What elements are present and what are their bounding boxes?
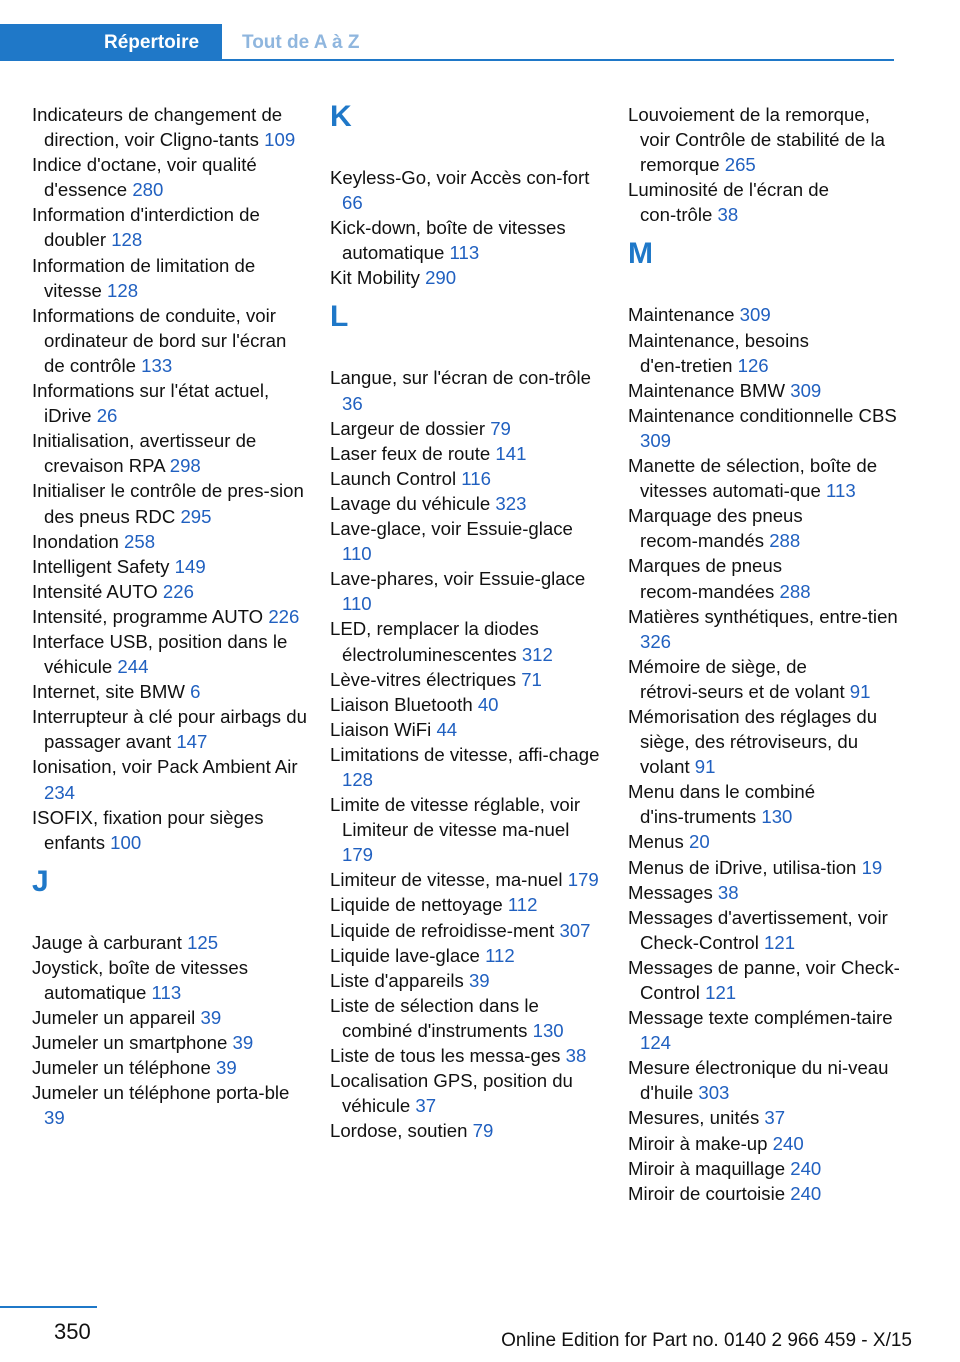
index-entry: [628, 604, 903, 654]
page-link[interactable]: 244: [117, 656, 149, 678]
page-number: 350: [54, 1319, 91, 1344]
index-entry-text: Localisation GPS, position du véhicule: [330, 1070, 573, 1117]
page-link[interactable]: 39: [216, 1057, 237, 1079]
page-link[interactable]: 66: [342, 192, 363, 214]
index-entry-text: Maintenance BMW: [628, 379, 786, 401]
page-link[interactable]: 326: [640, 630, 672, 652]
index-entry: [330, 416, 605, 441]
index-entry: [628, 378, 903, 403]
index-entry: [330, 466, 605, 491]
index-entry-text: Launch Control: [330, 467, 457, 489]
index-entry: [628, 503, 903, 553]
page-link[interactable]: 307: [559, 919, 591, 941]
index-entry-text: Jumeler un smartphone: [32, 1032, 228, 1054]
index-entry-text: Mesures, unités: [628, 1107, 760, 1129]
index-entry: [330, 1043, 605, 1068]
page-link[interactable]: 110: [342, 593, 372, 615]
index-entry-text: Jumeler un téléphone: [32, 1057, 211, 1079]
index-entry: [330, 516, 605, 566]
index-entry: [628, 779, 903, 829]
index-entry-text: ISOFIX, fixation pour sièges enfants: [32, 806, 264, 853]
index-entry: [330, 491, 605, 516]
page-link[interactable]: 128: [342, 768, 374, 790]
index-entry: [628, 1055, 903, 1105]
index-entry-text: Largeur de dossier: [330, 417, 486, 439]
page-link[interactable]: 265: [724, 154, 756, 176]
page-link[interactable]: 288: [769, 530, 801, 552]
index-entry: [628, 453, 903, 503]
index-entry: [330, 215, 605, 265]
index-entry-text: Langue, sur l'écran de con‑trôle: [330, 367, 591, 389]
index-entry-text: Messages d'avertissement, voir Check-Control: [628, 906, 888, 953]
tab-tout-de-a-a-z[interactable]: Tout de A à Z: [222, 24, 894, 61]
page-link[interactable]: 179: [342, 844, 374, 866]
page-link[interactable]: 298: [169, 455, 201, 477]
index-entry: [32, 1055, 307, 1080]
page-link[interactable]: 113: [449, 242, 480, 264]
index-entry-text: Interrupteur à clé pour airbags du passager avant: [32, 706, 307, 753]
index-entry-text: Luminosité de l'écran de con‑trôle: [628, 179, 829, 226]
page-link[interactable]: 79: [472, 1120, 494, 1142]
index-entry-text: Intensité, programme AUTO: [32, 605, 264, 627]
index-entry-text: Liste de tous les messa‑ges: [330, 1045, 561, 1066]
page-link[interactable]: 112: [485, 944, 515, 966]
index-entry: [32, 303, 307, 378]
index-entry: [330, 993, 605, 1043]
page-link[interactable]: 113: [826, 480, 856, 502]
page-link[interactable]: 38: [717, 204, 739, 226]
page-link[interactable]: 26: [96, 405, 118, 427]
index-entry-text: Lavage du véhicule: [330, 492, 491, 514]
page-link[interactable]: 124: [640, 1032, 672, 1054]
page-link[interactable]: 240: [772, 1132, 804, 1154]
index-entry: [628, 654, 903, 704]
index-entry-text: Mémorisation des réglages du siège, des rétroviseurs, du volant: [628, 705, 878, 778]
index-entry: [330, 692, 605, 717]
index-entry: [628, 102, 903, 177]
index-entry-text: Kit Mobility: [330, 267, 420, 289]
index-entry: [628, 328, 903, 378]
page-link[interactable]: 179: [567, 869, 599, 891]
index-entry-text: Laser feux de route: [330, 442, 491, 464]
index-entry-text: Jumeler un téléphone porta‑ble: [32, 1082, 290, 1104]
page-link[interactable]: 309: [640, 429, 672, 451]
page-link[interactable]: 288: [779, 580, 811, 602]
page-link[interactable]: 39: [232, 1032, 254, 1054]
index-entry-text: Messages: [628, 881, 713, 903]
page-link[interactable]: 116: [461, 467, 491, 489]
index-entry: [628, 302, 903, 327]
index-entry: [32, 1030, 307, 1055]
tab-repertoire[interactable]: Répertoire: [0, 24, 222, 61]
page-link[interactable]: 309: [790, 379, 822, 401]
page-link[interactable]: 133: [141, 354, 173, 376]
index-letter-heading: M: [628, 237, 653, 271]
index-column-3: [628, 102, 903, 1206]
index-entry: [330, 792, 605, 867]
page-link[interactable]: 39: [200, 1007, 222, 1029]
index-entry-text: Lève-vitres électriques: [330, 668, 517, 690]
index-entry-text: Messages de panne, voir Check-Control: [628, 956, 900, 1003]
index-entry: [628, 704, 903, 779]
index-entry: [32, 955, 307, 1005]
index-entry: [330, 867, 605, 892]
page-link[interactable]: 37: [415, 1095, 437, 1117]
index-entry: [628, 177, 903, 227]
index-entry: [32, 529, 307, 554]
index-entry: [330, 616, 605, 666]
page-link[interactable]: 20: [688, 831, 710, 853]
edition-footer: Online Edition for Part no. 0140 2 966 459 - X/15: [501, 1330, 912, 1351]
index-entry: [32, 378, 307, 428]
index-entry: [32, 754, 307, 804]
index-entry: [32, 579, 307, 604]
page-link[interactable]: 91: [694, 756, 716, 778]
index-entry-text: Keyless-Go, voir Accès con‑fort: [330, 167, 590, 188]
page-link[interactable]: 309: [739, 304, 771, 326]
index-entry-text: Marquage des pneus recom‑mandés: [628, 505, 803, 552]
index-entry-text: Mesure électronique du ni‑veau d'huile: [628, 1057, 889, 1104]
index-entry-text: Ionisation, voir Pack Ambient Air: [32, 756, 298, 778]
page-link[interactable]: 79: [490, 417, 511, 439]
page-link[interactable]: 44: [436, 718, 458, 740]
index-entry-text: Mémoire de siège, de rétrovi‑seurs et de volant: [628, 655, 845, 702]
index-entry-text: Liaison Bluetooth: [330, 693, 473, 715]
index-entry-text: Liquide lave-glace: [330, 944, 480, 966]
index-entry-text: Liquide de refroidisse‑ment: [330, 919, 555, 941]
page-link[interactable]: 240: [790, 1182, 822, 1204]
page-link[interactable]: 37: [764, 1107, 786, 1129]
index-entry: [330, 365, 605, 415]
index-entry: [32, 428, 307, 478]
page-link[interactable]: 110: [342, 543, 372, 565]
index-entry-text: Inondation: [32, 530, 119, 552]
index-entry-text: Information de limitation de vitesse: [32, 254, 256, 301]
index-entry: [32, 202, 307, 252]
index-entry: [628, 403, 903, 453]
index-entry: [32, 102, 307, 152]
index-entry-text: Joystick, boîte de vitesses automatique: [32, 956, 248, 1003]
index-entry: [32, 253, 307, 303]
index-entry: [32, 704, 307, 754]
index-entry: [330, 918, 605, 943]
page-link[interactable]: 130: [532, 1019, 564, 1041]
index-entry: [330, 1068, 605, 1118]
index-entry-text: Intelligent Safety: [32, 555, 170, 577]
page-link[interactable]: 6: [190, 681, 201, 703]
index-entry-text: Internet, site BMW: [32, 681, 185, 703]
index-entry: [330, 943, 605, 968]
index-column-1: [32, 102, 307, 1131]
index-entry: [32, 478, 307, 528]
index-entry-text: Informations sur l'état actuel, iDrive: [32, 380, 270, 427]
index-entry: [32, 604, 307, 629]
index-entry: [628, 955, 903, 1005]
index-entry-text: Initialiser le contrôle de pres‑sion des pneus RDC: [32, 480, 304, 527]
page-link[interactable]: 100: [110, 831, 142, 853]
page-link[interactable]: 323: [495, 492, 527, 514]
page-link[interactable]: 126: [737, 354, 769, 376]
page-link[interactable]: 128: [107, 279, 139, 301]
index-entry-text: Liaison WiFi: [330, 718, 432, 740]
index-entry: [628, 553, 903, 603]
index-entry-text: Matières synthétiques, entre‑tien: [628, 605, 898, 627]
index-entry-text: Message texte complémen‑taire: [628, 1007, 893, 1029]
index-entry: [628, 905, 903, 955]
tab-bar: [0, 0, 960, 62]
page-link[interactable]: 71: [521, 668, 542, 690]
page-link[interactable]: 147: [176, 731, 208, 753]
index-entry: [330, 265, 605, 290]
index-entry: [32, 1080, 307, 1130]
index-entry-text: Maintenance: [628, 304, 735, 326]
index-column-2: [330, 102, 605, 1143]
index-entry: [32, 554, 307, 579]
page-link[interactable]: 149: [174, 555, 206, 577]
page-link[interactable]: 226: [268, 605, 300, 627]
footer-rule: [0, 1306, 97, 1308]
index-entry-text: Miroir de courtoisie: [628, 1182, 786, 1204]
index-entry: [32, 930, 307, 955]
index-entry-text: Limite de vitesse réglable, voir Limiteur de vitesse ma‑nuel: [330, 794, 581, 841]
index-entry-text: Maintenance, besoins d'en‑tretien: [628, 329, 809, 376]
page-link[interactable]: 113: [151, 982, 182, 1003]
index-entry-text: Marques de pneus recom‑mandées: [628, 555, 783, 602]
index-entry-text: Lave-glace, voir Essuie‑glace: [330, 518, 573, 540]
index-entry: [330, 892, 605, 917]
index-entry-text: Informations de conduite, voir ordinateur de bord sur l'écran de contrôle: [32, 304, 287, 376]
index-entry-text: Indicateurs de changement de direction, voir Cligno‑tants: [32, 104, 283, 151]
page-link[interactable]: 38: [717, 881, 739, 903]
index-entry: [330, 968, 605, 993]
index-entry-text: Lordose, soutien: [330, 1120, 468, 1142]
index-entry: [32, 679, 307, 704]
index-entry: [330, 717, 605, 742]
page-link[interactable]: 39: [468, 969, 490, 991]
page-link[interactable]: 121: [764, 931, 796, 953]
index-entry-text: Information d'interdiction de doubler: [32, 204, 260, 251]
index-entry: [330, 566, 605, 616]
index-entry-text: Kick-down, boîte de vitesses automatique: [330, 217, 566, 264]
page-link[interactable]: 125: [187, 931, 219, 953]
index-entry: [628, 1131, 903, 1156]
page-link[interactable]: 141: [495, 442, 527, 464]
index-entry-text: Limiteur de vitesse, ma‑nuel: [330, 869, 563, 891]
index-entry-text: Interface USB, position dans le véhicule: [32, 630, 288, 678]
page-link[interactable]: 258: [124, 530, 156, 552]
index-entry: [628, 1005, 903, 1055]
index-entry: [628, 880, 903, 905]
index-entry: [628, 855, 903, 880]
page-link[interactable]: 91: [849, 680, 871, 702]
index-entry-text: Jauge à carburant: [32, 931, 182, 953]
page-link[interactable]: 280: [132, 179, 164, 201]
index-entry: [628, 1181, 903, 1206]
page-link[interactable]: 303: [698, 1082, 730, 1104]
index-entry-text: Limitations de vitesse, affi‑chage: [330, 743, 600, 765]
page-link[interactable]: 128: [111, 229, 143, 251]
page-link[interactable]: 121: [705, 982, 737, 1003]
index-entry-text: Manette de sélection, boîte de vitesses automati‑que: [628, 455, 878, 502]
index-entry: [32, 1005, 307, 1030]
index-entry: [330, 1118, 605, 1143]
index-entry-text: Indice d'octane, voir qualité d'essence: [32, 154, 257, 201]
page-link[interactable]: 112: [507, 894, 538, 916]
index-entry: [628, 1156, 903, 1181]
index-letter-heading: J: [32, 864, 49, 898]
index-entry: [330, 742, 605, 792]
page-link[interactable]: 312: [521, 643, 553, 665]
index-entry: [32, 805, 307, 855]
index-entry-text: Initialisation, avertisseur de crevaison RPA: [32, 430, 257, 477]
page-link[interactable]: 38: [565, 1045, 587, 1066]
index-entry: [330, 667, 605, 692]
page-link[interactable]: 226: [162, 580, 194, 602]
index-entry: [330, 165, 605, 215]
index-entry-text: Liste de sélection dans le combiné d'instruments: [330, 994, 539, 1041]
page-link[interactable]: 240: [790, 1157, 822, 1179]
index-entry: [32, 152, 307, 202]
index-letter-heading: L: [330, 300, 349, 334]
index-entry-text: LED, remplacer la diodes électroluminescentes: [330, 618, 539, 665]
index-entry-text: Liste d'appareils: [330, 969, 464, 991]
index-entry: [628, 1105, 903, 1130]
page-link[interactable]: 234: [44, 781, 76, 803]
page-link[interactable]: 19: [861, 856, 883, 878]
index-entry: [330, 441, 605, 466]
index-entry-text: Menu dans le combiné d'ins‑truments: [628, 781, 816, 828]
page-link[interactable]: 40: [477, 693, 499, 715]
index-entry-text: Maintenance conditionnelle CBS: [628, 404, 897, 426]
page-link[interactable]: 290: [425, 267, 457, 289]
index-letter-heading: K: [330, 100, 352, 133]
page-link[interactable]: 130: [761, 806, 793, 828]
index-entry-text: Liquide de nettoyage: [330, 894, 503, 916]
index-entry-text: Menus de iDrive, utilisa‑tion: [628, 856, 857, 878]
index-entry-text: Miroir à maquillage: [628, 1157, 786, 1179]
index-entry-text: Lave-phares, voir Essuie‑glace: [330, 568, 586, 590]
index-entry: [628, 829, 903, 854]
index-entry-text: Intensité AUTO: [32, 580, 158, 602]
index-entry-text: Miroir à make-up: [628, 1132, 768, 1154]
index-entry: [32, 629, 307, 679]
page-link[interactable]: 36: [342, 392, 363, 414]
index-entry-text: Louvoiement de la remorque, voir Contrôle de stabilité de la remorque: [628, 104, 885, 176]
page-link[interactable]: 295: [180, 505, 212, 527]
page-link[interactable]: 109: [264, 129, 296, 151]
page-link[interactable]: 39: [44, 1107, 65, 1129]
index-entry-text: Jumeler un appareil: [32, 1007, 196, 1029]
index-entry-text: Menus: [628, 831, 684, 853]
